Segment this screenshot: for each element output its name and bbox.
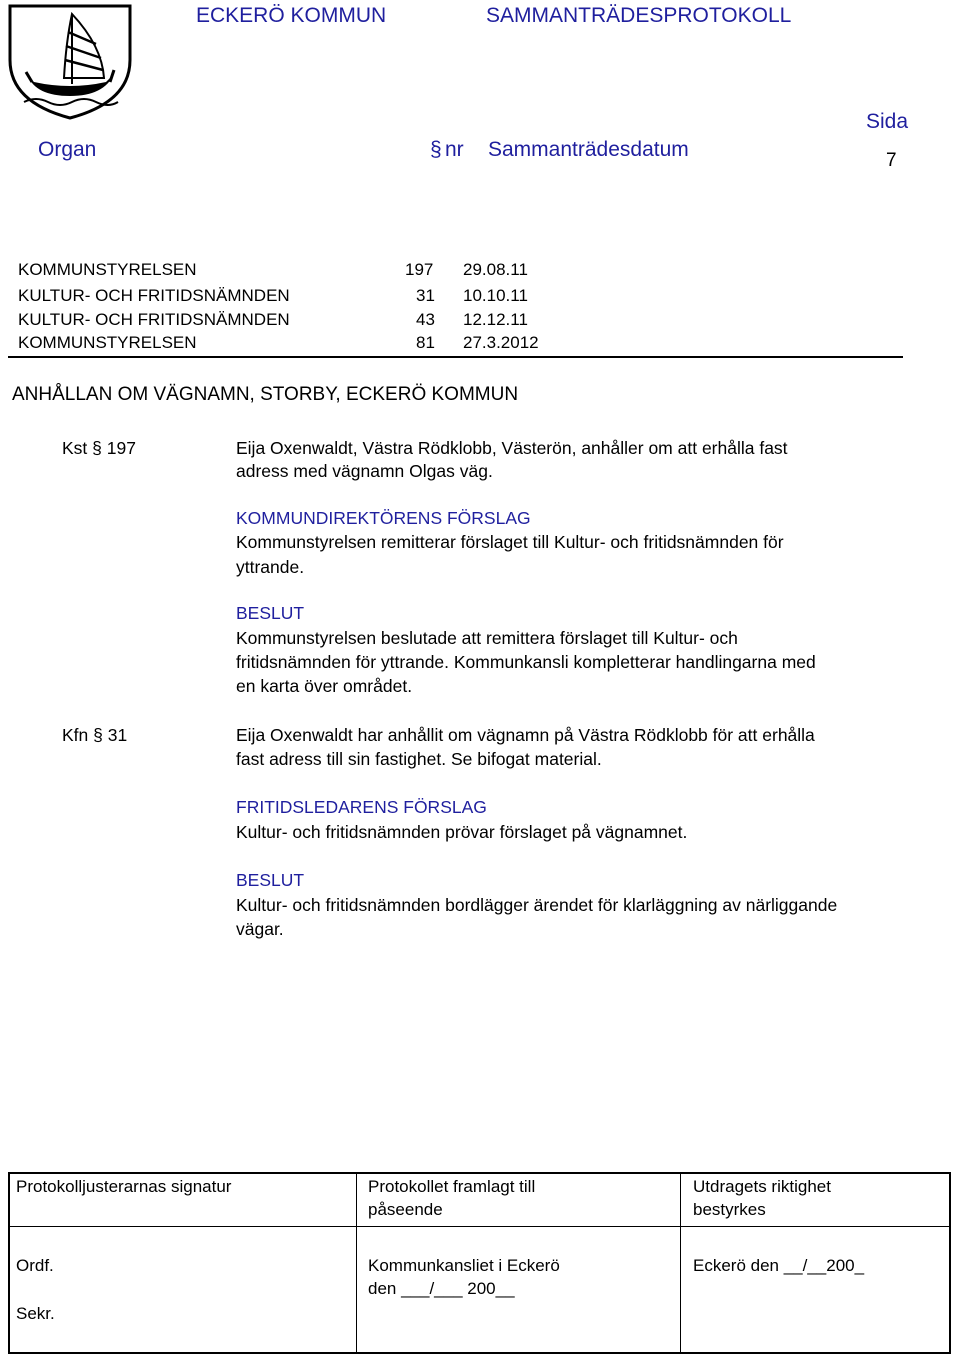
kfn-proposal-heading: FRITIDSLEDARENS FÖRSLAG — [236, 797, 487, 817]
kfn-decision-heading: BESLUT — [236, 870, 305, 890]
session-date: 12.12.11 — [463, 310, 528, 329]
nr-label: nr — [445, 138, 464, 161]
signature-col2-heading: Protokollet framlagt till — [368, 1177, 536, 1196]
session-date: 27.3.2012 — [463, 333, 539, 352]
kfn-decision-line: vägar. — [236, 919, 284, 939]
signature-col1-heading: Protokolljusterarnas signatur — [16, 1177, 232, 1196]
session-organ: KULTUR- OCH FRITIDSNÄMNDEN — [18, 310, 290, 329]
kfn-text-line: fast adress till sin fastighet. Se bifogat material. — [236, 749, 602, 769]
session-nr: 197 — [405, 260, 434, 279]
kst-proposal-heading: KOMMUNDIREKTÖRENS FÖRSLAG — [236, 508, 531, 528]
section-symbol: § — [430, 138, 442, 161]
kst-text-line: Eija Oxenwaldt, Västra Rödklobb, Västerön, anhåller om att erhålla fast — [236, 438, 788, 458]
session-organ: KOMMUNSTYRELSEN — [18, 260, 197, 279]
kst-decision-line: en karta över området. — [236, 676, 413, 696]
municipality-name: ECKERÖ KOMMUN — [196, 4, 387, 27]
sekr-label: Sekr. — [16, 1304, 55, 1323]
signature-col2-heading: påseende — [368, 1200, 443, 1219]
header-divider — [8, 356, 903, 358]
signature-col3-heading: bestyrkes — [693, 1200, 766, 1219]
session-nr: 43 — [416, 310, 435, 329]
kfn-reference: Kfn § 31 — [62, 725, 128, 745]
session-date: 29.08.11 — [463, 260, 528, 279]
kst-decision-heading: BESLUT — [236, 603, 305, 623]
signature-col3-value: Eckerö den __/__200_ — [693, 1256, 865, 1275]
kst-text-line: adress med vägnamn Olgas väg. — [236, 461, 493, 481]
page-label: Sida — [866, 110, 909, 133]
kfn-decision-line: Kultur- och fritidsnämnden bordlägger ärendet för klarläggning av närliggande — [236, 895, 838, 915]
kfn-proposal-line: Kultur- och fritidsnämnden prövar förslaget på vägnamnet. — [236, 822, 688, 842]
kst-decision-line: Kommunstyrelsen beslutade att remittera förslaget till Kultur- och — [236, 628, 738, 648]
kst-reference: Kst § 197 — [62, 438, 136, 458]
session-nr: 81 — [416, 333, 435, 352]
page-number: 7 — [886, 150, 897, 171]
signature-col2-value: den ___/___ 200__ — [368, 1279, 515, 1298]
session-organ: KULTUR- OCH FRITIDSNÄMNDEN — [18, 286, 290, 305]
session-date: 10.10.11 — [463, 286, 528, 305]
document-type-title: SAMMANTRÄDESPROTOKOLL — [486, 4, 792, 27]
signature-col2-value: Kommunkansliet i Eckerö — [368, 1256, 560, 1275]
kst-proposal-line: yttrande. — [236, 557, 305, 577]
municipality-coat-of-arms-logo — [6, 2, 134, 120]
organ-label: Organ — [38, 138, 97, 161]
date-label: Sammanträdesdatum — [488, 138, 689, 161]
signature-col3-heading: Utdragets riktighet — [693, 1177, 831, 1196]
ordf-label: Ordf. — [16, 1256, 54, 1275]
document-title: ANHÅLLAN OM VÄGNAMN, STORBY, ECKERÖ KOMMUN — [12, 384, 519, 405]
session-nr: 31 — [416, 286, 435, 305]
kst-proposal-line: Kommunstyrelsen remitterar förslaget till Kultur- och fritidsnämnden för — [236, 532, 784, 552]
kst-decision-line: fritidsnämnden för yttrande. Kommunkansli kompletterar handlingarna med — [236, 652, 816, 672]
kfn-text-line: Eija Oxenwaldt har anhållit om vägnamn på Västra Rödklobb för att erhålla — [236, 725, 815, 745]
session-organ: KOMMUNSTYRELSEN — [18, 333, 197, 352]
